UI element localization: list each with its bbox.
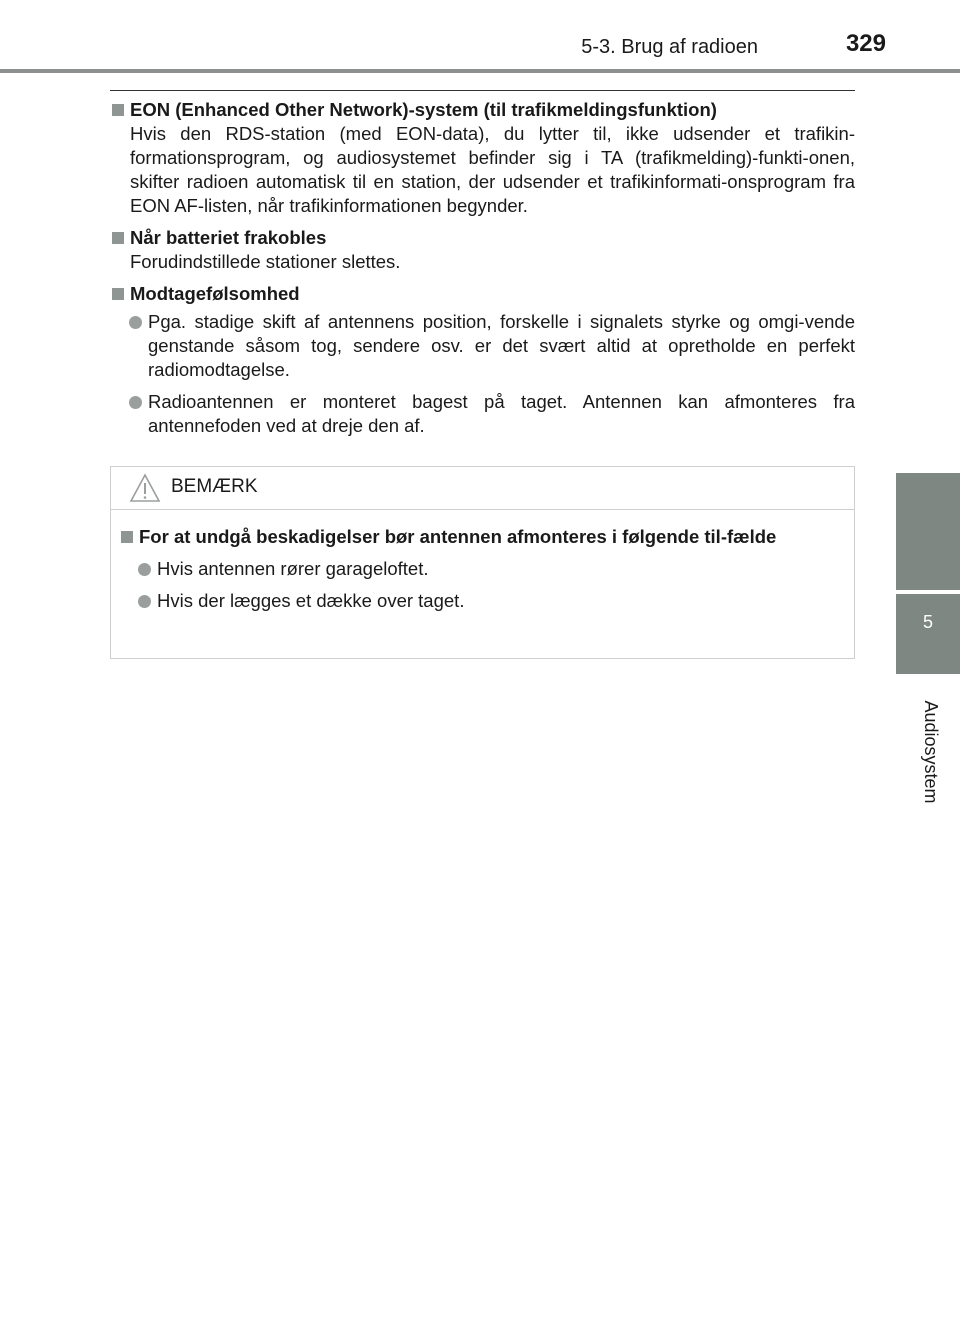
reception-heading-text: Modtagefølsomhed [130, 283, 300, 304]
battery-paragraph: Forudindstillede stationer slettes. [130, 251, 401, 272]
header-section-title: 5-3. Brug af radioen [581, 36, 758, 58]
list-item-text: Radioantennen er monteret bagest på taget. Antennen kan afmonteres fra antennefoden ved at dreje den af. [148, 391, 855, 436]
warning-triangle-icon [129, 473, 161, 503]
notice-title: BEMÆRK [171, 476, 258, 497]
round-bullet-icon [138, 595, 151, 608]
round-bullet-icon [129, 396, 142, 409]
notice-header [111, 467, 854, 510]
list-item [110, 310, 855, 382]
eon-paragraph: Hvis den RDS-station (med EON-data), du lytter til, ikke udsender et trafikin-formationsprogram, og audiosystemet befinder sig i TA (trafikmelding)-funkti-onen, skifter radioen automatisk til en station, der udsender et trafikinformati-onsprogram fra EON AF-listen, når trafikinformationen begynder. [130, 123, 855, 216]
chapter-number: 5 [922, 612, 933, 632]
square-bullet-icon [121, 531, 133, 543]
notice-box [110, 466, 855, 659]
battery-heading-text: Når batteriet frakobles [130, 227, 327, 248]
list-item-text: Hvis der lægges et dække over taget. [157, 590, 465, 611]
chapter-label: Audiosystem [921, 700, 941, 804]
side-tab-chapter [896, 594, 960, 674]
list-item-text: Pga. stadige skift af antennens position, forskelle i signalets styrke og omgi-vende genstande såsom tog, sendere osv. er det svært altid at opretholde en perfekt radiomodtagelse. [148, 311, 855, 380]
list-item [110, 390, 855, 438]
eon-heading-text: EON (Enhanced Other Network)-system (til trafikmeldingsfunktion) [130, 99, 717, 120]
square-bullet-icon [112, 288, 124, 300]
list-item-text: Hvis antennen rører garageloftet. [157, 558, 429, 579]
reception-heading [110, 282, 855, 306]
list-item [119, 589, 847, 613]
round-bullet-icon [129, 316, 142, 329]
notice-heading [119, 525, 847, 549]
square-bullet-icon [112, 232, 124, 244]
main-content [110, 98, 855, 438]
battery-heading [110, 226, 855, 250]
page-number: 329 [845, 30, 886, 57]
round-bullet-icon [138, 563, 151, 576]
eon-heading [110, 98, 855, 122]
notice-heading-text: For at undgå beskadigelser bør antennen afmonteres i følgende til-fælde [139, 526, 777, 547]
list-item [119, 557, 847, 581]
square-bullet-icon [112, 104, 124, 116]
side-tab-upper [896, 473, 960, 590]
notice-body [119, 525, 847, 613]
content-divider [110, 90, 855, 91]
header-divider [0, 69, 960, 73]
